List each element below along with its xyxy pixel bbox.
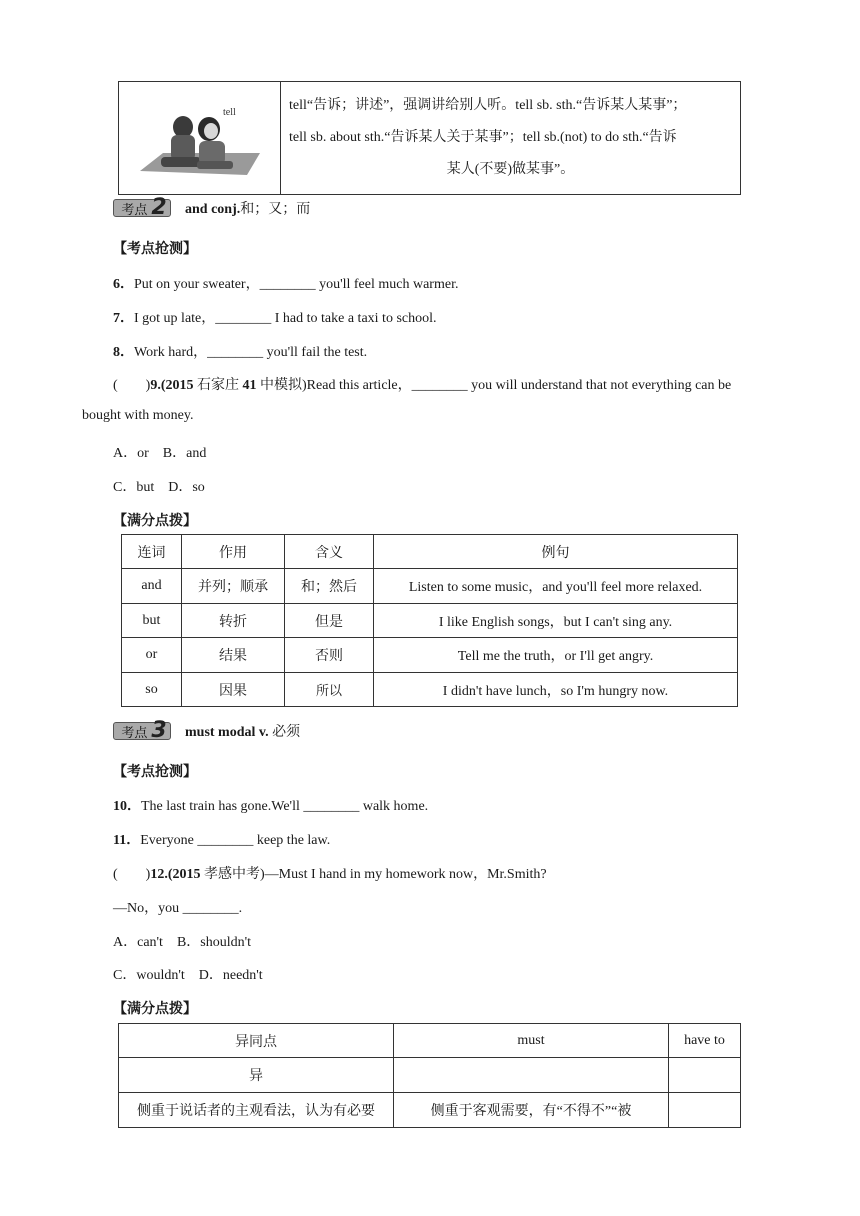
table-cell: 所以 — [285, 673, 374, 707]
children-whispering-illustration — [135, 91, 265, 181]
kaodian-2-header — [113, 197, 310, 219]
table-cell: 结果 — [182, 638, 285, 673]
table-header-cell: 含义 — [285, 535, 374, 569]
tell-box — [118, 81, 741, 195]
table-cell: 并列；顺承 — [182, 569, 285, 604]
kaodian-2-title: and conj.和；又；而 — [185, 202, 311, 217]
conjunction-table — [121, 534, 738, 707]
table-cell: I didn't have lunch，so I'm hungry now. — [374, 673, 738, 707]
question-12-answer-line: —No，you ________. — [113, 901, 243, 916]
question-8: 8．Work hard，________ you'll fail the test. — [113, 345, 368, 360]
kaodian-badge: 考点 3 — [113, 722, 171, 740]
question-11: 11．Everyone ________ keep the law. — [113, 833, 331, 848]
kaodian-badge: 考点 2 — [113, 199, 171, 217]
table-cell: and — [122, 569, 182, 604]
table-row — [122, 638, 738, 673]
question-12-options-ab: A．can't B．shouldn't — [113, 935, 252, 950]
section-manfen-2: 【满分点拨】 — [113, 1002, 197, 1017]
question-10: 10．The last train has gone.We'll ________ walk home. — [113, 799, 429, 814]
table-cell: Tell me the truth，or I'll get angry. — [374, 638, 738, 673]
tell-illustration-cell — [119, 82, 281, 195]
section-qiangce-2: 【考点抢测】 — [113, 765, 197, 780]
question-12: ( )12.(2015 孝感中考)—Must I hand in my homework now，Mr.Smith? — [113, 867, 547, 882]
table-cell: Listen to some music，and you'll feel more relaxed. — [374, 569, 738, 604]
table-row — [119, 1058, 741, 1093]
question-9-options-cd: C．but D．so — [113, 480, 205, 495]
table-cell: I like English songs，but I can't sing any. — [374, 604, 738, 638]
section-qiangce-1: 【考点抢测】 — [113, 242, 197, 257]
must-have-to-table — [118, 1023, 741, 1128]
table-row — [122, 569, 738, 604]
table-cell: 侧重于客观需要，有“不得不”“被 — [394, 1093, 669, 1128]
table-row — [119, 1093, 741, 1128]
table-header-cell: 例句 — [374, 535, 738, 569]
table-cell — [669, 1093, 741, 1128]
table-cell: so — [122, 673, 182, 707]
table-cell: or — [122, 638, 182, 673]
table-header-row — [122, 535, 738, 569]
question-9: ( )9.(2015 石家庄 41 中模拟)Read this article，________ you will understand that not everything can be — [113, 378, 732, 393]
question-6: 6．Put on your sweater，________ you'll feel much warmer. — [113, 277, 459, 292]
table-header-cell: 异同点 — [119, 1024, 394, 1058]
table-row — [122, 673, 738, 707]
table-cell: 但是 — [285, 604, 374, 638]
kaodian-3-title: must modal v. 必须 — [185, 725, 301, 740]
table-cell: 异 — [119, 1058, 394, 1093]
table-header-row — [119, 1024, 741, 1058]
kaodian-3-header — [113, 720, 300, 742]
table-header-cell: 作用 — [182, 535, 285, 569]
question-7: 7．I got up late，________ I had to take a taxi to school. — [113, 311, 437, 326]
section-manfen-1: 【满分点拨】 — [113, 514, 197, 529]
tell-line3: 某人(不要)做某事”。 — [446, 162, 575, 177]
table-header-cell: 连词 — [122, 535, 182, 569]
question-12-options-cd: C．wouldn't D．needn't — [113, 968, 263, 983]
question-9-options-ab: A．or B．and — [113, 446, 207, 461]
table-row — [122, 604, 738, 638]
table-header-cell: must — [394, 1024, 669, 1058]
table-cell: 因果 — [182, 673, 285, 707]
table-cell: 和；然后 — [285, 569, 374, 604]
svg-text:tell: tell — [222, 106, 236, 118]
tell-line2: tell sb. about sth.“告诉某人关于某事”；tell sb.(not) to do sth.“告诉 — [289, 130, 677, 145]
tell-line1: tell“告诉；讲述”，强调讲给别人听。tell sb. sth.“告诉某人某事”； — [289, 98, 687, 113]
table-cell — [394, 1058, 669, 1093]
table-header-cell: have to — [669, 1024, 741, 1058]
tell-explanation-cell — [281, 82, 741, 195]
table-cell — [669, 1058, 741, 1093]
table-cell: 否则 — [285, 638, 374, 673]
question-9-continued: bought with money. — [82, 408, 194, 423]
table-cell: 转折 — [182, 604, 285, 638]
table-cell: 侧重于说话者的主观看法，认为有必要 — [119, 1093, 394, 1128]
table-cell: but — [122, 604, 182, 638]
